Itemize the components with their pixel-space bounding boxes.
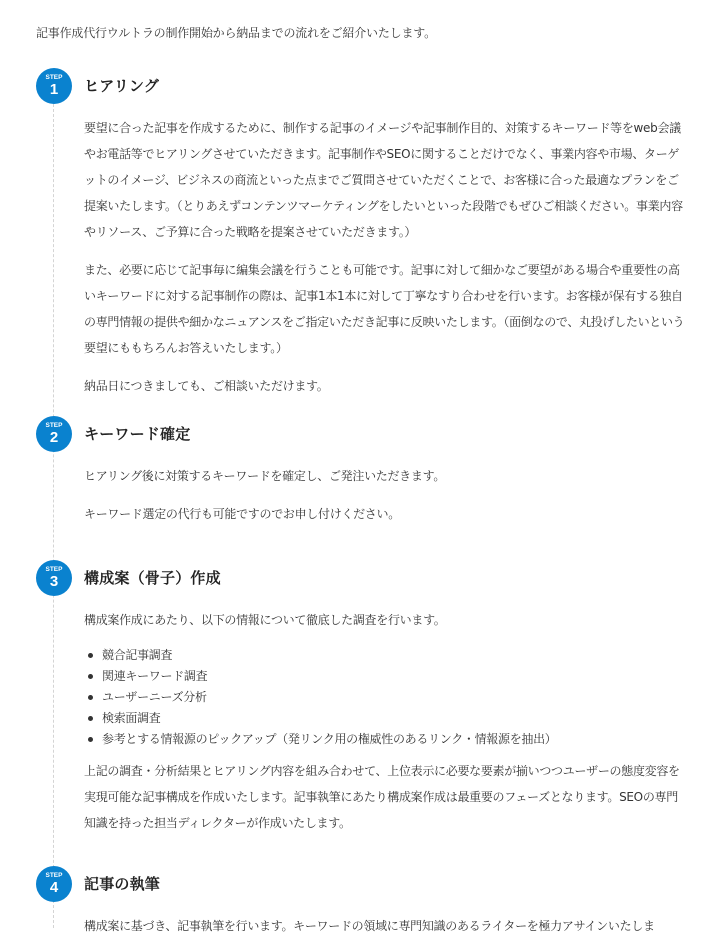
- list-item-text: ユーザーニーズ分析: [102, 690, 207, 704]
- bullet-icon: [88, 737, 93, 742]
- step-1-body: [84, 115, 688, 411]
- bullet-icon: [88, 695, 93, 700]
- step-number: 4: [49, 879, 59, 896]
- research-list: [84, 645, 688, 750]
- list-item: [84, 687, 688, 708]
- paragraph: また、必要に応じて記事毎に編集会議を行うことも可能です。記事に対して細かなご要望がある場合や重要性の高いキーワードに対する記事制作の際は、記事1本1本に対して丁寧なすり合わせを行います。お客様が保有する独自の専門情報の提供や細かなニュアンスをご指定いただき記事に反映いたします。（面倒なので、丸投げしたいという要望にももちろんお答えいたします。）: [84, 263, 685, 355]
- list-item-text: 競合記事調査: [102, 648, 173, 662]
- step-number: 2: [49, 429, 59, 446]
- step-label: STEP: [45, 422, 63, 429]
- bullet-icon: [88, 653, 93, 658]
- step-label: STEP: [45, 74, 63, 81]
- paragraph: 構成案作成にあたり、以下の情報について徹底した調査を行います。: [84, 613, 446, 627]
- step-label: STEP: [45, 566, 63, 573]
- step-4-body: [84, 913, 688, 951]
- list-item: [84, 645, 688, 666]
- list-item-text: 参考とする情報源のピックアップ（発リンク用の権威性のあるリンク・情報源を抽出）: [102, 732, 557, 746]
- list-item-text: 検索面調査: [102, 711, 161, 725]
- paragraph: 構成案に基づき、記事執筆を行います。キーワードの領域に専門知識のあるライターを極力アサインいたしま: [84, 919, 655, 933]
- paragraph: 要望に合った記事を作成するために、制作する記事のイメージや記事制作目的、対策するキーワード等をweb会議やお電話等でヒアリングさせていただきます。記事制作やSEOに関することだけでなく、事業内容や市場、ターゲットのイメージ、ビジネスの商流といった点までご質問させていただくことで、お客様に合った最適なプランをご提案いたします。（とりあえずコンテンツマーケティングをしたいといった段階でもぜひご相談ください。事業内容やリソース、ご予算に合った戦略を提案させていただきます。）: [84, 121, 683, 239]
- paragraph: キーワード選定の代行も可能ですのでお申し付けください。: [84, 507, 400, 521]
- bullet-icon: [88, 716, 93, 721]
- list-item: [84, 666, 688, 687]
- paragraph: 納品日につきましても、ご相談いただけます。: [84, 379, 329, 393]
- step-label: STEP: [45, 872, 63, 879]
- list-item: [84, 708, 688, 729]
- step-title: ヒアリング: [84, 77, 160, 95]
- intro-text: 記事作成代行ウルトラの制作開始から納品までの流れをご紹介いたします。: [36, 26, 436, 40]
- step-3-body: [84, 607, 688, 848]
- step-title: 記事の執筆: [84, 875, 161, 893]
- step-number: 1: [49, 81, 59, 98]
- step-badge-icon: [36, 866, 72, 902]
- step-title: 構成案（骨子）作成: [84, 569, 221, 587]
- step-2-body: [84, 463, 688, 539]
- bullet-icon: [88, 674, 93, 679]
- step-number: 3: [49, 573, 59, 590]
- paragraph: 上記の調査・分析結果とヒアリング内容を組み合わせて、上位表示に必要な要素が揃いつつユーザーの態度変容を実現可能な記事構成を作成いたします。記事執筆にあたり構成案作成は最重要のフェーズとなります。SEOの専門知識を持った担当ディレクターが作成いたします。: [84, 764, 680, 830]
- list-item-text: 関連キーワード調査: [102, 669, 208, 683]
- step-badge-icon: [36, 560, 72, 596]
- step-title: キーワード確定: [84, 425, 191, 443]
- list-item: [84, 729, 688, 750]
- step-badge-icon: [36, 68, 72, 104]
- step-badge-icon: [36, 416, 72, 452]
- timeline-dashed-line: [53, 104, 54, 928]
- paragraph: ヒアリング後に対策するキーワードを確定し、ご発注いただきます。: [84, 469, 446, 483]
